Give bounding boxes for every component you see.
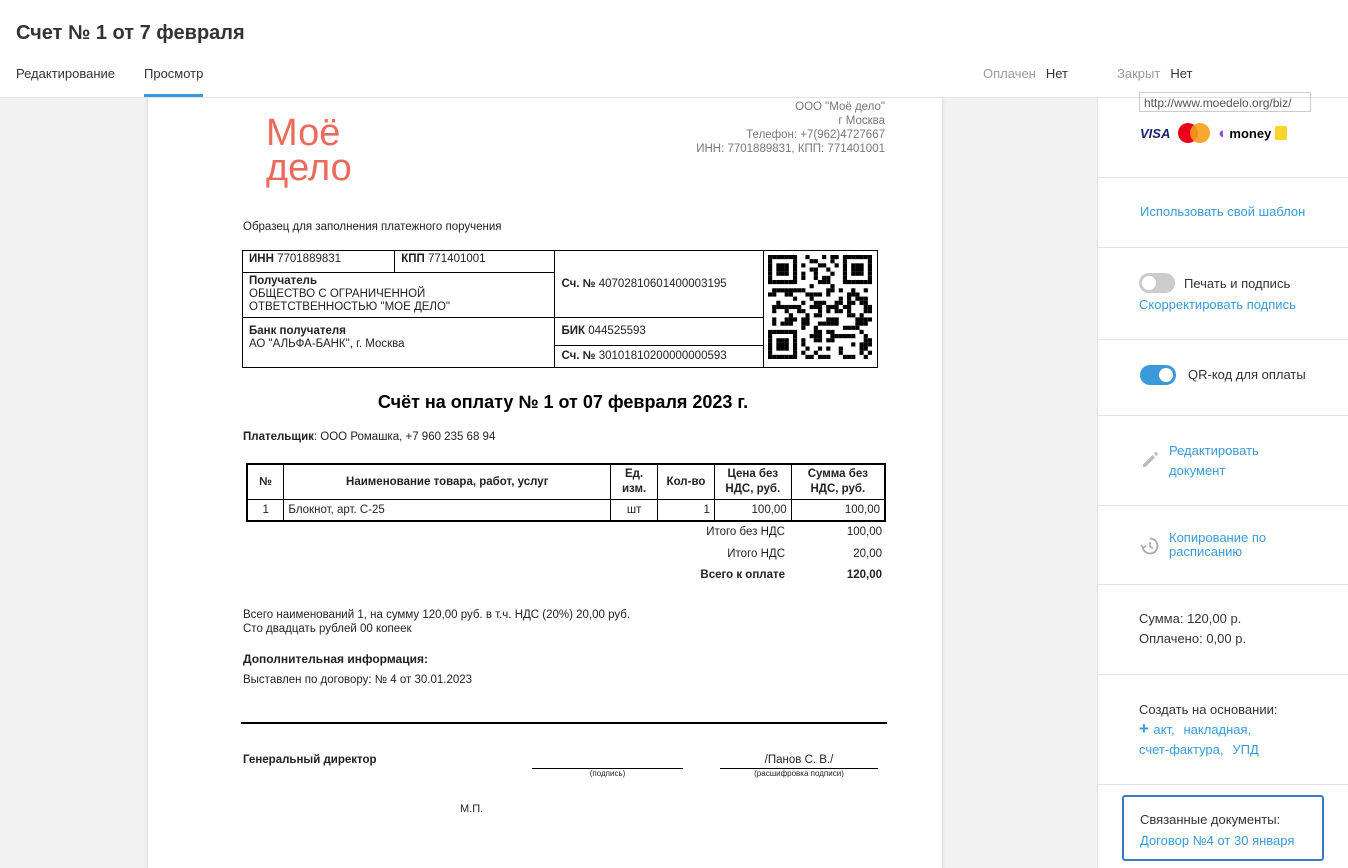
payment-logos	[1140, 122, 1287, 144]
edit-link-line: Редактировать	[1169, 443, 1259, 458]
payer-value: : ООО Ромашка, +7 960 235 68 94	[313, 431, 496, 443]
kpp-label: КПП	[401, 253, 425, 265]
payment-section	[1098, 98, 1348, 178]
payer-label: Плательщик	[243, 431, 314, 443]
brand-logo	[266, 112, 376, 189]
edit-document-link[interactable]	[1169, 441, 1259, 481]
site-url-input[interactable]: http://www.moedelo.org/biz/	[1139, 92, 1311, 112]
copy-link-line: Копирование по	[1169, 530, 1267, 545]
extra-info: Выставлен по договору: № 4 от 30.01.2023	[243, 674, 473, 686]
kpp-value: 771401001	[428, 253, 486, 265]
right-sidebar	[1097, 98, 1348, 868]
sign-toggle-label: Печать и подпись	[1184, 276, 1291, 291]
invoice-heading: Счёт на оплату № 1 от 07 февраля 2023 г.	[377, 392, 749, 412]
related-label: Связанные документы:	[1140, 812, 1281, 827]
paid-text: Оплачено: 0,00 р.	[1139, 631, 1247, 646]
page-title: Счет № 1 от 7 февраля	[16, 22, 245, 44]
closed-value[interactable]: Нет	[1170, 66, 1193, 81]
visa-logo: VISA	[1140, 125, 1171, 141]
sign-section	[1098, 248, 1348, 340]
cell: 100,00	[791, 500, 885, 521]
corr-label: Сч. №	[561, 350, 596, 362]
tab-view[interactable]: Просмотр	[144, 66, 203, 97]
related-docs-box	[1122, 795, 1324, 861]
qr-code	[768, 255, 872, 359]
create-section	[1098, 675, 1348, 785]
history-icon	[1140, 536, 1160, 556]
create-links	[1139, 719, 1339, 760]
paid-value[interactable]: Нет	[1045, 66, 1069, 81]
stamp-place: М.П.	[460, 803, 484, 815]
copy-schedule-link[interactable]	[1169, 531, 1266, 559]
sum-section	[1098, 585, 1348, 675]
copy-section	[1098, 506, 1348, 585]
payment-details-table	[242, 250, 878, 368]
org-line: ИНН: 7701889831, КПП: 771401001	[696, 143, 885, 155]
items-table	[246, 463, 886, 522]
logo-line-1: Моё	[266, 112, 341, 154]
edit-section	[1098, 416, 1348, 506]
logo-line-2: дело	[266, 147, 352, 189]
col-header: Наименование товара, работ, услуг	[284, 464, 611, 500]
closed-label: Закрыт	[1117, 66, 1161, 81]
recipient-label: Получатель	[249, 275, 318, 287]
sign-toggle[interactable]	[1139, 273, 1175, 293]
recipient-value: ОБЩЕСТВО С ОГРАНИЧЕННОЙ ОТВЕТСТВЕННОСТЬЮ "МОЕ ДЕЛО"	[249, 288, 450, 313]
col-header: Цена без НДС, руб.	[714, 464, 791, 500]
qr-toggle-label: QR-код для оплаты	[1188, 367, 1306, 382]
tab-edit[interactable]: Редактирование	[16, 66, 116, 81]
summary-line: Всего наименований 1, на сумму 120,00 руб. в т.ч. НДС (20%) 20,00 руб.	[243, 609, 631, 621]
invoice-page	[148, 98, 942, 868]
closed-status[interactable]	[1117, 66, 1192, 81]
money-logo: money	[1229, 125, 1272, 141]
bank-label: Банк получателя	[249, 325, 346, 337]
pencil-icon	[1140, 450, 1160, 470]
total-value: 120,00	[846, 569, 882, 581]
total-label: Итого без НДС	[706, 526, 785, 538]
create-invoice-link[interactable]: счет-фактура,	[1139, 742, 1224, 757]
paid-status[interactable]	[983, 66, 1068, 81]
table-row	[247, 500, 885, 521]
use-template-link[interactable]: Использовать свой шаблон	[1140, 204, 1306, 219]
cell: шт	[611, 500, 658, 521]
org-line: ООО "Моё дело"	[795, 101, 885, 113]
cell: 1	[247, 500, 284, 521]
cell: Блокнот, арт. С-25	[284, 500, 611, 521]
sample-title: Образец для заполнения платежного поручения	[243, 221, 502, 233]
qr-section	[1098, 340, 1348, 416]
plus-icon: +	[1139, 719, 1149, 738]
director-name: /Панов С. В./	[764, 754, 834, 766]
lock-icon	[1275, 126, 1287, 140]
corr-value: 30101810200000000593	[598, 350, 727, 362]
director-label: Генеральный директор	[243, 754, 377, 766]
template-section	[1098, 178, 1348, 248]
fix-sign-link[interactable]: Скорректировать подпись	[1139, 297, 1296, 312]
inn-label: ИНН	[249, 253, 274, 265]
bank-value: АО "АЛЬФА-БАНК", г. Москва	[249, 338, 405, 350]
account-value: 40702810601400003195	[598, 277, 727, 290]
account-label: Сч. №	[561, 277, 596, 290]
name-caption: (расшифровка подписи)	[754, 769, 844, 778]
cell: 1	[658, 500, 715, 521]
yoomoney-icon: ◐	[1218, 124, 1228, 142]
inn-value: 7701889831	[277, 253, 342, 265]
create-act-link[interactable]: акт,	[1153, 722, 1175, 737]
payer-line	[243, 431, 495, 443]
extra-info-label: Дополнительная информация:	[243, 652, 428, 666]
edit-link-line: документ	[1169, 463, 1226, 478]
org-line: г Москва	[838, 115, 885, 127]
org-info	[696, 100, 885, 156]
divider	[241, 722, 887, 724]
total-label: Всего к оплате	[700, 569, 785, 581]
create-waybill-link[interactable]: накладная,	[1183, 722, 1252, 737]
create-upd-link[interactable]: УПД	[1232, 742, 1259, 757]
summary-words: Сто двадцать рублей 00 копеек	[243, 623, 412, 635]
copy-link-line: расписанию	[1169, 544, 1243, 559]
col-header: Кол-во	[658, 464, 715, 500]
bik-label: БИК	[561, 325, 586, 337]
paid-label: Оплачен	[983, 66, 1036, 81]
document-canvas[interactable]	[0, 98, 1097, 868]
col-header: №	[247, 464, 284, 500]
total-value: 20,00	[853, 548, 882, 560]
related-contract-link[interactable]: Договор №4 от 30 января	[1140, 833, 1295, 848]
org-line: Телефон: +7(962)4727667	[746, 129, 885, 141]
col-header: Сумма без НДС, руб.	[791, 464, 885, 500]
col-header: Ед. изм.	[611, 464, 658, 500]
total-label: Итого НДС	[727, 548, 785, 560]
qr-toggle[interactable]	[1140, 365, 1176, 385]
create-label: Создать на основании:	[1139, 702, 1278, 717]
signature-caption: (подпись)	[589, 769, 626, 778]
sum-text: Сумма: 120,00 р.	[1139, 611, 1242, 626]
total-value: 100,00	[846, 526, 882, 538]
mastercard-logo	[1178, 123, 1210, 143]
cell: 100,00	[714, 500, 791, 521]
bik-value: 044525593	[588, 325, 646, 337]
